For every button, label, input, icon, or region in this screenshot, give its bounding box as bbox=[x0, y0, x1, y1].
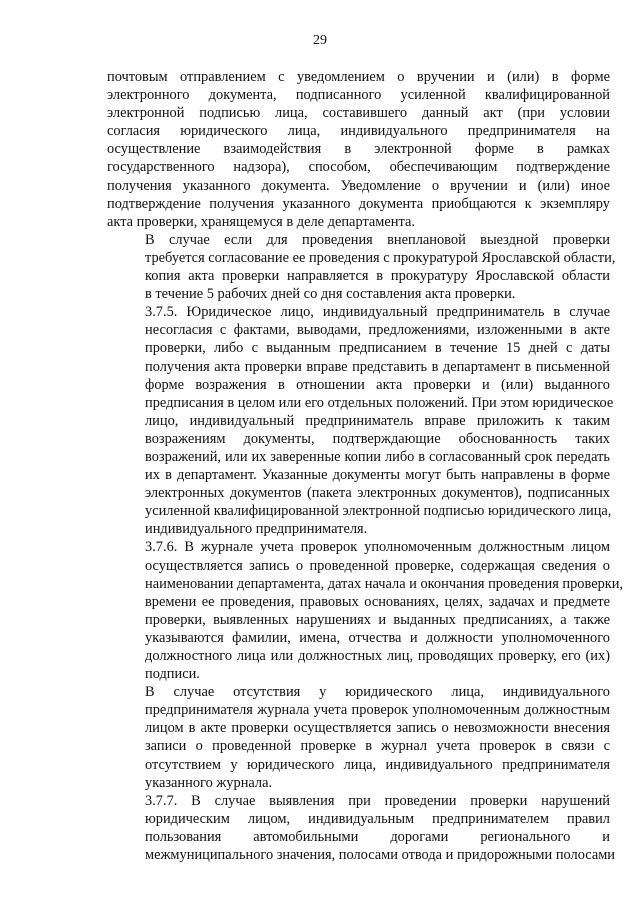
text-line: индивидуального предпринимателя. bbox=[145, 521, 368, 538]
text-line: возражений, или их заверенные копии либо в согласованный срок передать bbox=[145, 448, 610, 465]
text-line: электронных документов (пакета электронных документов), подписанных bbox=[145, 485, 610, 502]
paragraph bbox=[107, 303, 614, 538]
page-number: 29 bbox=[313, 33, 327, 48]
text-line: государственного надзора), способом, обеспечивающим подтверждение bbox=[107, 159, 610, 176]
paragraph bbox=[107, 538, 624, 683]
text-line: проверки, либо с выданным предписанием в течение 15 дней с даты bbox=[145, 340, 610, 357]
text-line: форме возражения в отношении акта проверки и (или) выданного bbox=[145, 376, 610, 393]
text-line: наименовании департамента, датах начала и окончания проведения проверки, bbox=[145, 575, 624, 592]
text-line: межмуниципального значения, полосами отвода и придорожными полосами bbox=[145, 847, 616, 864]
text-line: проверки, выявленных нарушениях и выданных предписаниях, а также bbox=[145, 611, 610, 628]
text-line: В случае отсутствия у юридического лица, индивидуального bbox=[145, 684, 610, 701]
text-line: электронной подписью лица, составившего данный акт (при условии bbox=[107, 105, 610, 122]
paragraph bbox=[107, 683, 610, 792]
text-line: акта проверки, хранящемуся в деле департамента. bbox=[107, 213, 415, 230]
text-line: юридическим лицом, индивидуальным предпринимателем правил bbox=[145, 810, 610, 827]
text-line: лицом в акте проверки осуществляется запись о невозможности внесения bbox=[145, 720, 610, 737]
text-line: предпринимателя журнала учета проверок уполномоченным должностным bbox=[145, 702, 610, 719]
paragraph bbox=[107, 68, 610, 231]
text-line: подписи. bbox=[145, 666, 200, 683]
text-line: электронного документа, подписанного усиленной квалифицированной bbox=[107, 87, 610, 104]
text-line: в течение 5 рабочих дней со дня составления акта проверки. bbox=[145, 286, 516, 303]
text-line: осуществление взаимодействия в электронной форме в рамках bbox=[107, 141, 610, 158]
text-line: требуется согласование ее проведения с прокуратурой Ярославской области, bbox=[145, 249, 616, 266]
text-line: согласия юридического лица, индивидуального предпринимателя на bbox=[107, 123, 610, 140]
text-line: записи о проведенной проверке в журнал учета проверок в связи с bbox=[145, 738, 610, 755]
text-line: должностного лица или должностных лиц, проводящих проверку, его (их) bbox=[145, 648, 610, 664]
text-line: лицо, индивидуальный предприниматель вправе приложить к таким bbox=[145, 412, 610, 429]
text-line: несогласия с фактами, выводами, предложениями, изложенными в акте bbox=[145, 322, 610, 339]
text-line: указанного журнала. bbox=[145, 774, 273, 791]
text-line: 3.7.7. В случае выявления при проведении проверки нарушений bbox=[145, 792, 610, 809]
text-line: В случае если для проведения внеплановой выездной проверки bbox=[145, 231, 610, 248]
text-line: подтверждение получения указанного документа приобщаются к экземпляру bbox=[107, 195, 610, 212]
text-line: 3.7.5. Юридическое лицо, индивидуальный предприниматель в случае bbox=[145, 304, 610, 321]
text-line: указываются фамилии, имена, отчества и должности уполномоченного bbox=[145, 629, 610, 646]
document-body bbox=[107, 68, 624, 864]
text-line: времени ее проведения, правовых основаниях, целях, задачах и предмете bbox=[145, 593, 610, 610]
text-line: получения акта проверки вправе представить в департамент в письменной bbox=[145, 358, 610, 375]
paragraph bbox=[107, 231, 616, 303]
paragraph bbox=[107, 792, 616, 864]
text-line: почтовым отправлением с уведомлением о вручении и (или) в форме bbox=[107, 69, 610, 85]
text-line: предписания в целом или его отдельных положений. При этом юридическое bbox=[145, 394, 614, 411]
text-line: пользования автомобильными дорогами регионального и bbox=[145, 828, 610, 845]
text-line: усиленной квалифицированной электронной подписью юридического лица, bbox=[145, 503, 612, 520]
text-line: возражениям документы, подтверждающие обоснованность таких bbox=[145, 430, 610, 447]
text-line: 3.7.6. В журнале учета проверок уполномоченным должностным лицом bbox=[145, 539, 610, 556]
text-line: получения указанного документа. Уведомление о вручении и (или) иное bbox=[107, 177, 610, 194]
text-line: их в департамент. Указанные документы могут быть направлены в форме bbox=[145, 467, 610, 484]
text-line: копия акта проверки направляется в прокуратуру Ярославской области bbox=[145, 268, 610, 285]
text-line: отсутствием у юридического лица, индивидуального предпринимателя bbox=[145, 756, 610, 773]
text-line: осуществляется запись о проведенной проверке, содержащая сведения о bbox=[145, 557, 610, 574]
